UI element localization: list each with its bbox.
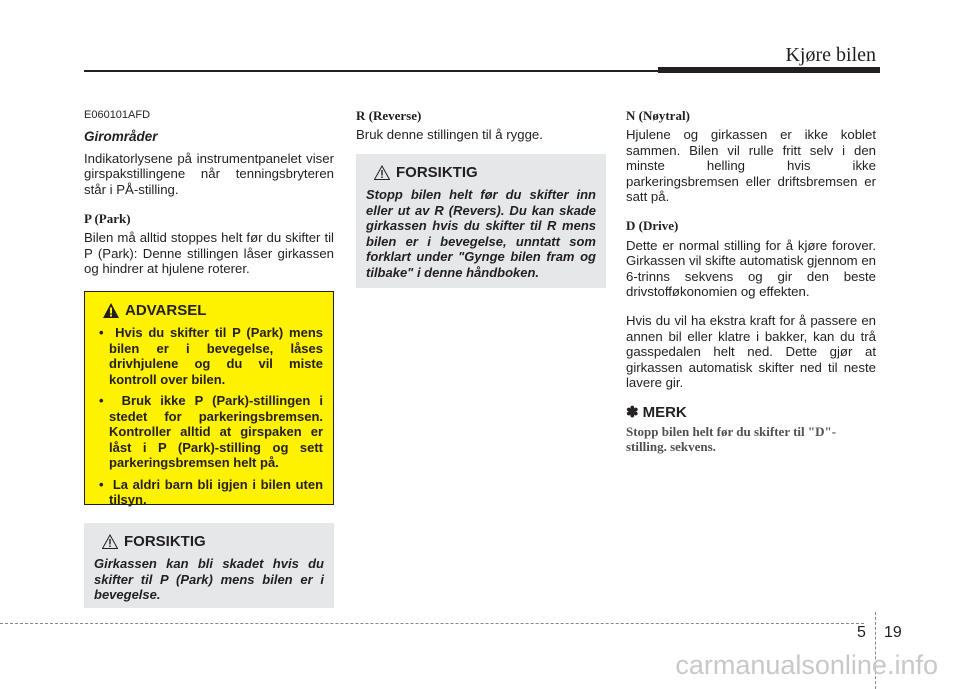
watermark: carmanualsonline.info [675,650,938,680]
warning-header [95,302,323,319]
header-rule-thick [658,67,880,73]
warning-title: ADVARSEL [125,302,207,319]
warning-box [84,291,334,505]
intro-paragraph: Indikatorlysene på instrumentpanelet viser girspakstillingene når tenningsbryteren står i PÅ-stilling. [84,150,334,197]
section-code: E060101AFD [84,109,151,121]
caution-box [84,523,334,608]
note-title: MERK [642,403,687,421]
note-star-icon: ✽ [626,403,639,421]
chapter-number: 5 [857,624,866,641]
section-heading: Girområder [84,129,158,145]
caution-header [366,164,596,181]
page-number: 19 [884,624,902,641]
park-heading: P (Park) [84,211,131,227]
warning-item: • Hvis du skifter til P (Park) mens bilen er i bevegelse, låses drivhjulene og du vil miste kontroll over bilen. [99,325,323,387]
drive-paragraph-2: Hvis du vil ha ekstra kraft for å passere en annen bil eller klatre i bakker, kan du trå gasspedalen helt ned. Dette gjør at girkassen automatisk skifter ned til neste lavere gir. [626,313,876,391]
reverse-heading: R (Reverse) [356,108,422,123]
caution-header [94,533,324,550]
note-header [626,405,876,420]
warning-item: • Bruk ikke P (Park)-stillingen i stedet for parkeringsbremsen. Kontroller alltid at girspaken er låst i P (Park)-stilling og sett parkeringsbremsen helt på. [99,393,324,470]
column-2 [356,108,606,157]
drive-heading: D (Drive) [626,218,679,234]
neutral-heading: N (Nøytral) [626,108,690,123]
caution-title: FORSIKTIG [396,164,478,181]
caution-text: Girkassen kan bli skadet hvis du skifter til P (Park) mens bilen er i bevegelse. [94,556,324,602]
warning-list [95,325,323,508]
header-rule [84,70,660,72]
caution-title: FORSIKTIG [124,533,206,550]
note-text: Stopp bilen helt før du skifter til "D"-stilling. sekvens. [626,423,837,454]
column-3 [626,108,876,454]
park-paragraph: Bilen må alltid stoppes helt før du skifter til P (Park): Denne stillingen låser girkassen og hindrer at hjulene roterer. [84,230,334,277]
caution-box-reverse [356,154,606,288]
neutral-paragraph: Hjulene og girkassen er ikke koblet sammen. Bilen vil rulle fritt selv i den minste helling hvis ikke parkeringsbremsen eller driftsbremsen er satt på. [626,127,876,205]
drive-paragraph: Dette er normal stilling for å kjøre forover. Girkassen vil skifte automatisk gjennom en 6-trinns sekvens og gir den beste drivstofføkonomien og effekten. [626,237,876,300]
warning-item: • La aldri barn bli igjen i bilen uten tilsyn. [99,476,324,507]
caution-triangle-icon [102,534,118,549]
caution-triangle-icon [374,165,390,180]
reverse-paragraph: Bruk denne stillingen til å rygge. [356,127,543,143]
caution-text: Stopp bilen helt før du skifter inn eller ut av R (Revers). Du kan skade girkassen hvis du skifter til R mens bilen er i bevegelse, unntatt som forklart under "Gynge bilen fram og tilbake" i denne håndboken. [366,187,596,280]
warning-triangle-icon [103,303,119,318]
column-1 [84,108,334,291]
footer-rule [0,623,864,624]
section-title: Kjøre bilen [785,44,876,66]
